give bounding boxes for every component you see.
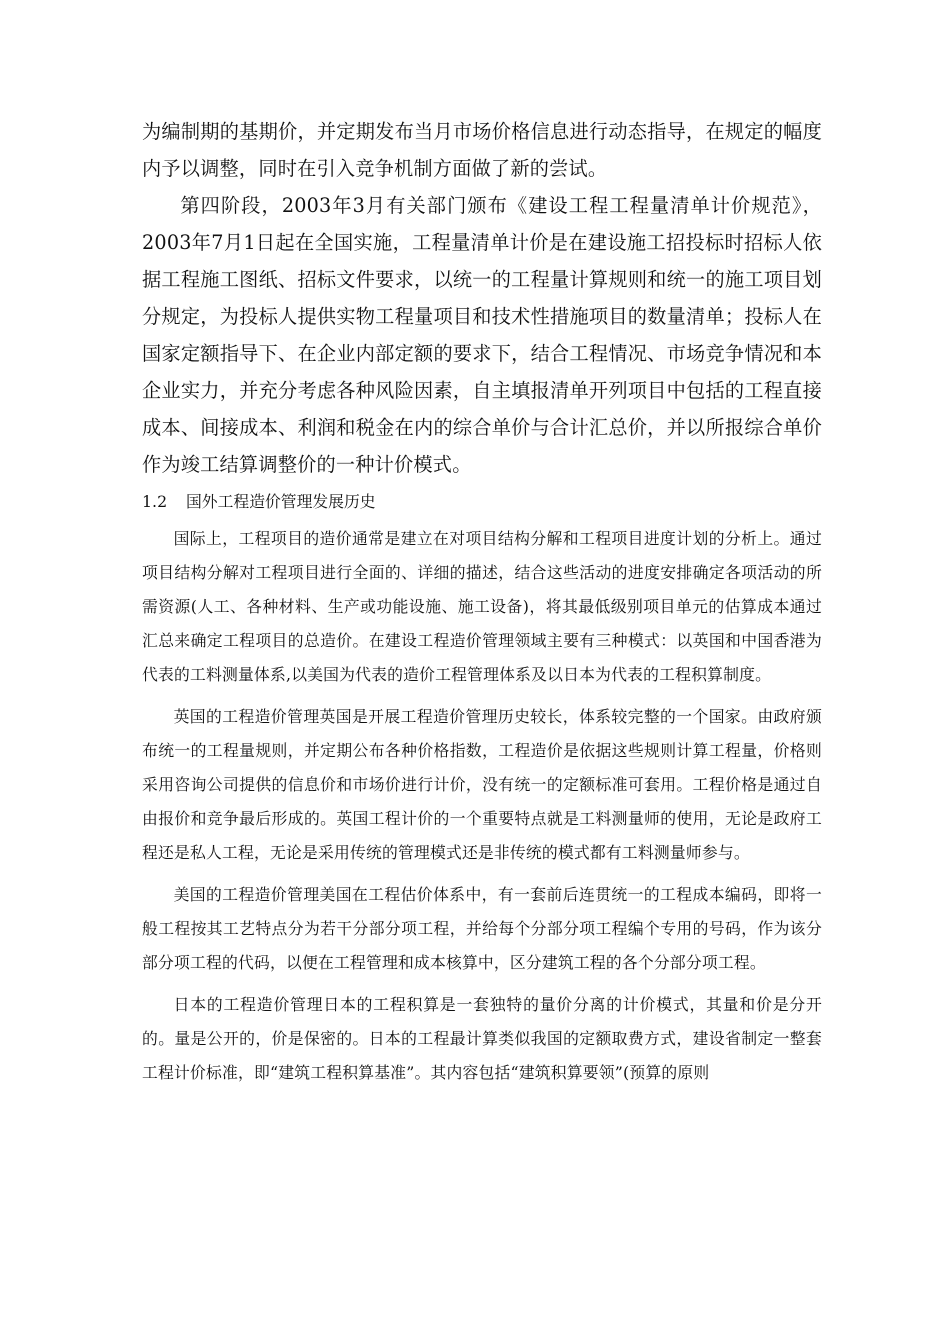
section-title: 国外工程造价管理发展历史 [186, 492, 376, 511]
paragraph-5: 美国的工程造价管理美国在工程估价体系中，有一套前后连贯统一的工程成本编码，即将一般工程按其工艺特点分为若干分部分项工程，并给每个分部分项工程编个专用的号码，作为该分部分项工程的代码，以便在工程管理和成本核算中，区分建筑工程的各个分部分项工程。 [142, 885, 822, 972]
section-heading [142, 486, 822, 518]
paragraph-4: 英国的工程造价管理英国是开展工程造价管理历史较长，体系较完整的一个国家。由政府颁布统一的工程量规则，并定期公布各种价格指数，工程造价是依据这些规则计算工程量，价格则采用咨询公司提供的信息价和市场价进行计价，没有统一的定额标准可套用。工程价格是通过自由报价和竞争最后形成的。英国工程计价的一个重要特点就是工料测量师的使用，无论是政府工程还是私人工程，无论是采用传统的管理模式还是非传统的模式都有工料测量师参与。 [142, 707, 822, 862]
paragraph-3: 国际上，工程项目的造价通常是建立在对项目结构分解和工程项目进度计划的分析上。通过项目结构分解对工程项目进行全面的、详细的描述，结合这些活动的进度安排确定各项活动的所需资源(人工、各种材料、生产或功能设施、施工设备)，将其最低级别项目单元的估算成本通过汇总来确定工程项目的总造价。在建设工程造价管理领域主要有三种模式：以英国和中国香港为代表的工料测量体系,以美国为代表的造价工程管理体系及以日本为代表的工程积算制度。 [142, 529, 822, 684]
paragraph-6: 日本的工程造价管理日本的工程积算是一套独特的量价分离的计价模式，其量和价是分开的。量是公开的，价是保密的。日本的工程最计算类似我国的定额取费方式，建设省制定一整套工程计价标准，即“建筑工程积算基准”。其内容包括“建筑积算要领”(预算的原则 [142, 995, 822, 1082]
paragraph-2: 第四阶段，2003年3月有关部门颁布《建设工程工程量清单计价规范》，2003年7月1日起在全国实施，工程量清单计价是在建设施工招投标时招标人依据工程施工图纸、招标文件要求，以统一的工程量计算规则和统一的施工项目划分规定，为投标人提供实物工程量项目和技术性措施项目的数量清单；投标人在国家定额指导下、在企业内部定额的要求下，结合工程情况、市场竞争情况和本企业实力，并充分考虑各种风险因素，自主填报清单开列项目中包括的工程直接成本、间接成本、利润和税金在内的综合单价与合计汇总价，并以所报综合单价作为竣工结算调整价的一种计价模式。 [142, 194, 822, 476]
section-number: 1.2 [142, 492, 168, 511]
document-page [142, 113, 822, 1090]
paragraph-1: 为编制期的基期价，并定期发布当月市场价格信息进行动态指导，在规定的幅度内予以调整，同时在引入竞争机制方面做了新的尝试。 [142, 120, 822, 180]
